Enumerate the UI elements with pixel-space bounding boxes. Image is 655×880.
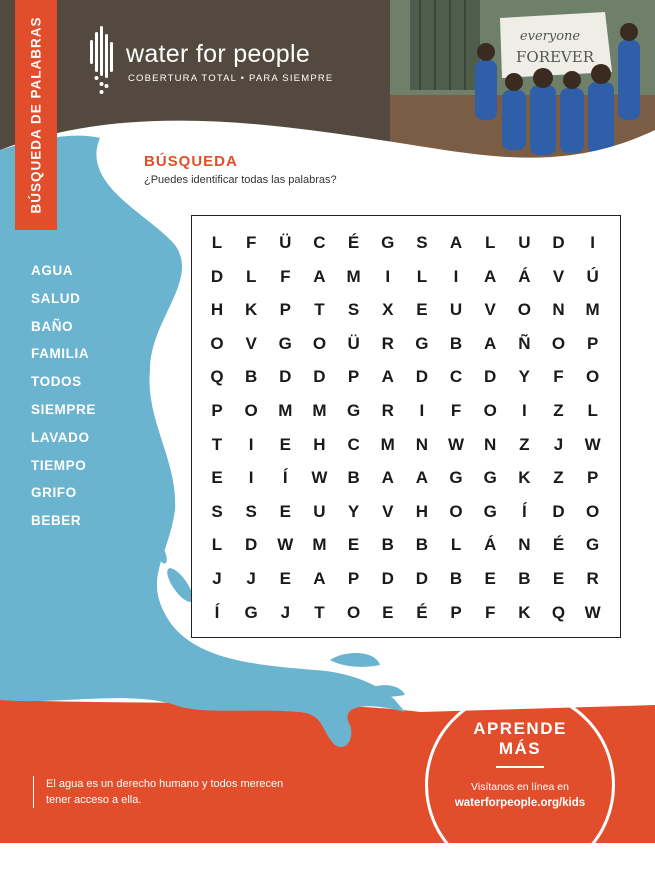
grid-cell[interactable]: Í: [282, 468, 288, 488]
grid-cell[interactable]: G: [244, 602, 258, 622]
grid-cell[interactable]: Y: [518, 367, 531, 387]
grid-cell[interactable]: L: [211, 535, 223, 555]
grid-cell[interactable]: P: [586, 333, 599, 353]
grid-row: [192, 428, 620, 462]
puzzle-title: BÚSQUEDA: [144, 153, 238, 170]
grid-cell[interactable]: É: [552, 535, 565, 555]
grid-cell[interactable]: Í: [214, 602, 220, 622]
grid-cell[interactable]: E: [484, 569, 496, 588]
puzzle-subtitle: ¿Puedes identificar todas las palabras?: [144, 174, 337, 186]
grid-cell[interactable]: G: [346, 401, 361, 420]
grid-cell[interactable]: D: [415, 569, 429, 588]
grid-cell[interactable]: E: [279, 434, 291, 454]
grid-cell[interactable]: C: [347, 434, 360, 454]
grid-cell[interactable]: W: [584, 434, 601, 454]
brand-logo: [88, 26, 334, 96]
grid-cell[interactable]: R: [381, 333, 394, 353]
grid-cell[interactable]: X: [382, 300, 394, 320]
grid-cell[interactable]: D: [210, 266, 224, 286]
grid-cell[interactable]: F: [450, 401, 462, 420]
grid-cell[interactable]: E: [279, 501, 291, 521]
grid-cell[interactable]: Z: [519, 434, 530, 454]
grid-cell[interactable]: I: [521, 401, 527, 420]
grid-cell[interactable]: N: [484, 434, 497, 454]
grid-cell[interactable]: K: [518, 468, 531, 488]
grid-cell[interactable]: J: [212, 569, 222, 588]
grid-cell[interactable]: O: [517, 300, 531, 320]
grid-cell[interactable]: E: [211, 468, 223, 488]
banner-text-everyone: everyone: [519, 29, 581, 44]
grid-cell[interactable]: L: [211, 233, 223, 252]
banner-text-forever: FOREVER: [515, 48, 595, 66]
grid-cell[interactable]: B: [347, 468, 360, 488]
grid-cell[interactable]: A: [313, 266, 326, 286]
grid-cell[interactable]: Q: [210, 367, 224, 387]
grid-cell[interactable]: Ñ: [518, 333, 531, 353]
learn-more-line1: APRENDE: [473, 719, 567, 738]
grid-row: [192, 226, 620, 260]
grid-cell[interactable]: I: [453, 266, 459, 286]
footer-statement: El agua es un derecho humano y todos merecen tener acceso a ella.: [33, 776, 286, 808]
grid-row: [192, 461, 620, 495]
grid-cell[interactable]: O: [346, 602, 361, 622]
grid-cell[interactable]: D: [381, 569, 394, 588]
grid-cell[interactable]: A: [484, 266, 497, 286]
grid-cell[interactable]: C: [313, 233, 326, 252]
grid-cell[interactable]: Ü: [279, 233, 292, 252]
grid-cell[interactable]: B: [518, 569, 531, 588]
grid-cell[interactable]: O: [483, 401, 497, 420]
grid-cell[interactable]: K: [245, 300, 258, 320]
grid-cell[interactable]: O: [312, 333, 327, 353]
grid-cell[interactable]: Ú: [586, 266, 599, 286]
grid-cell[interactable]: D: [313, 367, 326, 387]
grid-cell[interactable]: W: [311, 468, 328, 488]
grid-cell[interactable]: I: [590, 233, 595, 252]
grid-cell[interactable]: P: [586, 468, 599, 488]
grid-cell[interactable]: W: [584, 602, 601, 622]
grid-cell[interactable]: N: [518, 535, 531, 555]
word-list-item: BAÑO: [31, 318, 74, 334]
grid-cell[interactable]: L: [484, 233, 496, 252]
grid-cell[interactable]: A: [415, 468, 429, 488]
grid-cell[interactable]: K: [518, 602, 531, 622]
grid-cell[interactable]: G: [483, 468, 497, 488]
grid-row: [192, 293, 620, 327]
grid-cell[interactable]: M: [312, 535, 327, 555]
grid-row: [192, 528, 620, 562]
word-list-item: AGUA: [31, 263, 74, 278]
grid-cell[interactable]: S: [416, 233, 428, 252]
grid-cell[interactable]: É: [347, 233, 360, 252]
grid-row: [192, 260, 620, 294]
word-list-item: SIEMPRE: [31, 401, 96, 417]
water-drops-icon: [88, 26, 116, 96]
learn-more-line2: MÁS: [498, 739, 542, 758]
grid-cell[interactable]: Z: [553, 401, 564, 420]
grid-cell[interactable]: L: [450, 535, 462, 555]
grid-cell[interactable]: V: [382, 501, 394, 521]
grid-cell[interactable]: S: [211, 501, 223, 521]
grid-cell[interactable]: D: [552, 233, 565, 252]
grid-cell[interactable]: O: [244, 401, 258, 420]
grid-row: [192, 327, 620, 361]
grid-cell[interactable]: W: [448, 434, 465, 454]
grid-cell[interactable]: P: [450, 602, 462, 622]
grid-cell[interactable]: A: [381, 468, 394, 488]
word-list-item: SALUD: [31, 290, 81, 306]
grid-cell[interactable]: R: [381, 401, 394, 420]
side-tab-label: BÚSQUEDA DE PALABRAS: [28, 16, 44, 214]
grid-cell[interactable]: J: [246, 569, 256, 588]
grid-cell[interactable]: E: [382, 602, 394, 622]
grid-cell[interactable]: V: [484, 300, 496, 320]
grid-cell[interactable]: P: [279, 300, 291, 320]
grid-cell[interactable]: H: [415, 501, 429, 521]
grid-cell[interactable]: G: [381, 233, 395, 252]
grid-cell[interactable]: U: [518, 233, 531, 252]
visit-text: Visítanos en línea en: [471, 781, 569, 793]
grid-cell[interactable]: Í: [521, 501, 527, 521]
word-list-item: TODOS: [31, 374, 82, 390]
grid-cell[interactable]: M: [278, 401, 293, 420]
grid-cell[interactable]: F: [553, 367, 564, 387]
grid-cell[interactable]: Á: [518, 266, 531, 286]
grid-cell[interactable]: A: [381, 367, 394, 387]
grid-cell[interactable]: N: [415, 434, 429, 454]
grid-row: [192, 360, 620, 394]
grid-cell[interactable]: S: [347, 300, 360, 320]
grid-cell[interactable]: S: [245, 501, 257, 521]
grid-cell[interactable]: T: [211, 434, 223, 454]
grid-cell[interactable]: F: [484, 602, 496, 622]
grid-row: [192, 495, 620, 529]
grid-cell[interactable]: H: [210, 300, 224, 320]
grid-cell[interactable]: L: [416, 266, 428, 286]
grid-cell[interactable]: L: [587, 401, 598, 420]
grid-cell[interactable]: D: [279, 367, 292, 387]
grid-cell[interactable]: Á: [484, 535, 497, 555]
grid-cell[interactable]: O: [449, 501, 463, 521]
grid-cell[interactable]: G: [586, 535, 600, 555]
grid-cell[interactable]: V: [552, 266, 565, 286]
grid-cell[interactable]: B: [449, 569, 463, 588]
grid-cell[interactable]: E: [552, 569, 565, 588]
grid-cell[interactable]: E: [279, 569, 291, 588]
grid-cell[interactable]: J: [553, 434, 564, 454]
grid-cell[interactable]: A: [484, 333, 497, 353]
grid-cell[interactable]: I: [248, 468, 254, 488]
grid-cell[interactable]: G: [278, 333, 292, 353]
grid-cell[interactable]: O: [210, 333, 224, 353]
grid-cell[interactable]: G: [483, 501, 497, 521]
grid-cell[interactable]: G: [415, 333, 429, 353]
grid-row: [192, 596, 620, 630]
grid-cell[interactable]: N: [552, 300, 565, 320]
grid-cell[interactable]: O: [586, 501, 600, 521]
grid-cell[interactable]: B: [449, 333, 463, 353]
grid-cell[interactable]: P: [211, 401, 223, 420]
grid-cell[interactable]: Q: [551, 602, 566, 622]
learn-more-divider: [496, 766, 544, 768]
grid-cell[interactable]: H: [313, 434, 326, 454]
word-search-grid: [191, 215, 621, 638]
grid-cell[interactable]: T: [314, 602, 325, 622]
grid-cell[interactable]: É: [416, 602, 428, 622]
grid-cell[interactable]: O: [551, 333, 566, 353]
word-list: [31, 257, 96, 535]
grid-cell[interactable]: M: [346, 266, 361, 286]
grid-cell[interactable]: Z: [553, 468, 564, 488]
grid-cell[interactable]: E: [347, 535, 360, 555]
word-list-item: BEBER: [31, 513, 82, 529]
grid-cell[interactable]: I: [419, 401, 425, 420]
word-list-item: GRIFO: [31, 485, 77, 501]
grid-cell[interactable]: D: [415, 367, 429, 387]
grid-cell[interactable]: G: [449, 468, 463, 488]
grid-cell[interactable]: P: [347, 569, 360, 588]
brand-name: water for people: [126, 40, 311, 68]
grid-cell[interactable]: Ü: [347, 333, 360, 353]
grid-cell[interactable]: P: [347, 367, 360, 387]
grid-cell[interactable]: J: [280, 602, 291, 622]
grid-cell[interactable]: M: [585, 300, 600, 320]
grid-cell[interactable]: F: [245, 233, 257, 252]
word-list-item: TIEMPO: [31, 457, 87, 473]
grid-row: [192, 394, 620, 428]
grid-cell[interactable]: U: [313, 501, 326, 521]
learn-more-title: [425, 719, 615, 759]
grid-cell[interactable]: M: [312, 401, 327, 420]
grid-cell[interactable]: Y: [347, 501, 360, 521]
grid-cell[interactable]: O: [586, 367, 600, 387]
grid-cell[interactable]: W: [277, 535, 294, 555]
website-link[interactable]: waterforpeople.org/kids: [454, 797, 586, 809]
grid-cell[interactable]: E: [416, 300, 428, 320]
grid-cell[interactable]: V: [245, 333, 257, 353]
grid-cell[interactable]: M: [380, 434, 395, 454]
grid-cell[interactable]: C: [449, 367, 463, 387]
grid-cell[interactable]: B: [415, 535, 429, 555]
grid-cell[interactable]: D: [484, 367, 497, 387]
grid-cell[interactable]: I: [385, 266, 391, 286]
grid-cell[interactable]: I: [248, 434, 254, 454]
grid-cell[interactable]: A: [313, 569, 326, 588]
grid-row: [192, 562, 620, 596]
grid-cell[interactable]: A: [449, 233, 463, 252]
grid-cell[interactable]: U: [449, 300, 463, 320]
grid-cell[interactable]: F: [280, 266, 291, 286]
side-tab: [15, 0, 57, 230]
word-list-item: LAVADO: [31, 429, 90, 445]
grid-cell[interactable]: T: [314, 300, 325, 320]
brand-tagline: COBERTURA TOTAL • PARA SIEMPRE: [128, 73, 334, 84]
grid-cell[interactable]: D: [245, 535, 258, 555]
grid-cell[interactable]: D: [552, 501, 565, 521]
word-list-item: FAMILIA: [31, 346, 90, 362]
grid-cell[interactable]: B: [245, 367, 258, 387]
grid-cell[interactable]: B: [381, 535, 394, 555]
grid-cell[interactable]: R: [586, 569, 599, 588]
grid-cell[interactable]: L: [245, 266, 257, 286]
